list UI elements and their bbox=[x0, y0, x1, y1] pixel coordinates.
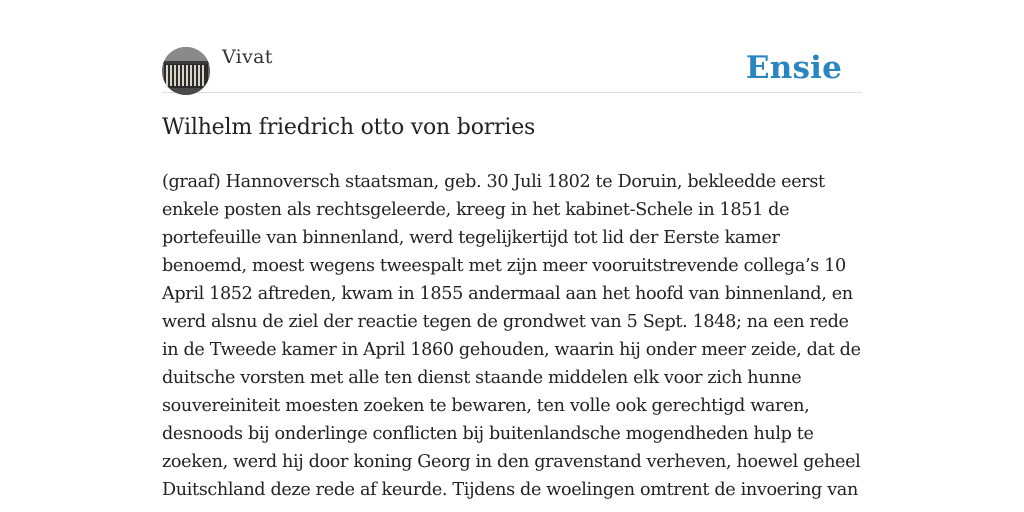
author-name[interactable]: Vivat bbox=[222, 46, 273, 68]
bookshelf-avatar-icon[interactable] bbox=[162, 47, 210, 95]
header bbox=[162, 46, 862, 93]
page-title: Wilhelm friedrich otto von borries bbox=[162, 115, 536, 140]
article-body: (graaf) Hannoversch staatsman, geb. 30 Juli 1802 te Doruin, bekleedde eerst enkele posten als rechtsgeleerde, kreeg in het kabinet-Schele in 1851 de portefeuille van binnenland, werd tegelijkertijd tot lid der Eerste kamer benoemd, moest wegens tweespalt met zijn meer vooruitstrevende collega’s 10 April 1852 aftreden, kwam in 1855 andermaal aan het hoofd van binnenland, en werd alsnu de ziel der reactie tegen de grondwet van 5 Sept. 1848; na een rede in de Tweede kamer in April 1860 gehouden, waarin hij onder meer zeide, dat de duitsche vorsten met alle ten dienst staande middelen elk voor zich hunne souvereiniteit moesten zoeken te bewaren, ten volle ook gerechtigd waren, desnoods bij onderlinge conflicten bij buitenlandsche mogendheden hulp te zoeken, werd hij door koning Georg in den gravenstand verheven, hoewel geheel Duitschland deze rede af keurde. Tijdens de woelingen omtrent de invoering van bbox=[162, 172, 861, 500]
brand-logo[interactable]: Ensie bbox=[745, 50, 842, 86]
avatar-image bbox=[162, 47, 210, 95]
